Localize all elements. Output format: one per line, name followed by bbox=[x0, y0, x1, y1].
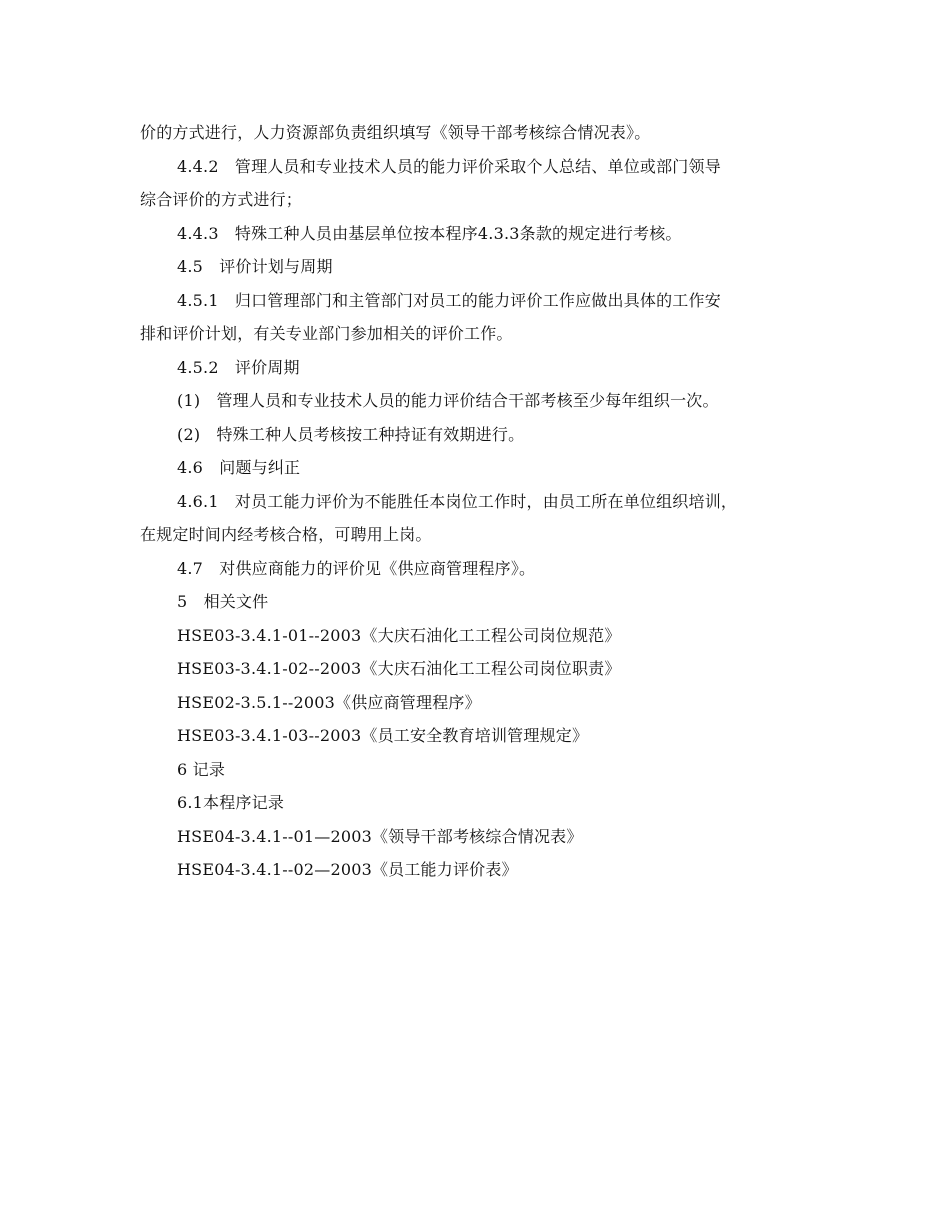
reference-item: HSE03-3.4.1-03--2003《员工安全教育培训管理规定》 bbox=[177, 726, 589, 745]
record-item: HSE04-3.4.1--01—2003《领导干部考核综合情况表》 bbox=[177, 826, 583, 846]
section-heading: 6 记录 bbox=[177, 759, 226, 779]
paragraph-line: 综合评价的方式进行； bbox=[140, 190, 303, 209]
section-heading: 4.7 对供应商能力的评价见《供应商管理程序》。 bbox=[177, 558, 536, 578]
subsection-heading: 4.5.2 评价周期 bbox=[177, 357, 300, 377]
paragraph-line: 4.5.1 归口管理部门和主管部门对员工的能力评价工作应做出具体的工作安 bbox=[177, 290, 721, 310]
reference-item: HSE03-3.4.1-02--2003《大庆石油化工工程公司岗位职责》 bbox=[177, 659, 621, 678]
paragraph-line: 在规定时间内经考核合格，可聘用上岗。 bbox=[140, 525, 432, 544]
section-heading: 4.6 问题与纠正 bbox=[177, 458, 301, 477]
reference-item: HSE03-3.4.1-01--2003《大庆石油化工工程公司岗位规范》 bbox=[177, 625, 621, 645]
paragraph-line: 排和评价计划，有关专业部门参加相关的评价工作。 bbox=[140, 324, 513, 343]
section-heading: 4.5 评价计划与周期 bbox=[177, 257, 333, 276]
paragraph-line: 4.4.3 特殊工种人员由基层单位按本程序4.3.3条款的规定进行考核。 bbox=[177, 223, 682, 243]
record-item: HSE04-3.4.1--02—2003《员工能力评价表》 bbox=[177, 860, 518, 879]
section-heading: 5 相关文件 bbox=[177, 592, 269, 611]
list-item: (1) 管理人员和专业技术人员的能力评价结合干部考核至少每年组织一次。 bbox=[177, 391, 719, 410]
paragraph-line: 4.6.1 对员工能力评价为不能胜任本岗位工作时，由员工所在单位组织培训， bbox=[177, 491, 738, 511]
document-body bbox=[140, 116, 840, 887]
list-item: (2) 特殊工种人员考核按工种持证有效期进行。 bbox=[177, 424, 525, 444]
subsection-heading: 6.1本程序记录 bbox=[177, 793, 285, 812]
paragraph-line: 价的方式进行，人力资源部负责组织填写《领导干部考核综合情况表》。 bbox=[140, 123, 651, 142]
paragraph-line: 4.4.2 管理人员和专业技术人员的能力评价采取个人总结、单位或部门领导 bbox=[177, 156, 721, 176]
reference-item: HSE02-3.5.1--2003《供应商管理程序》 bbox=[177, 692, 481, 712]
